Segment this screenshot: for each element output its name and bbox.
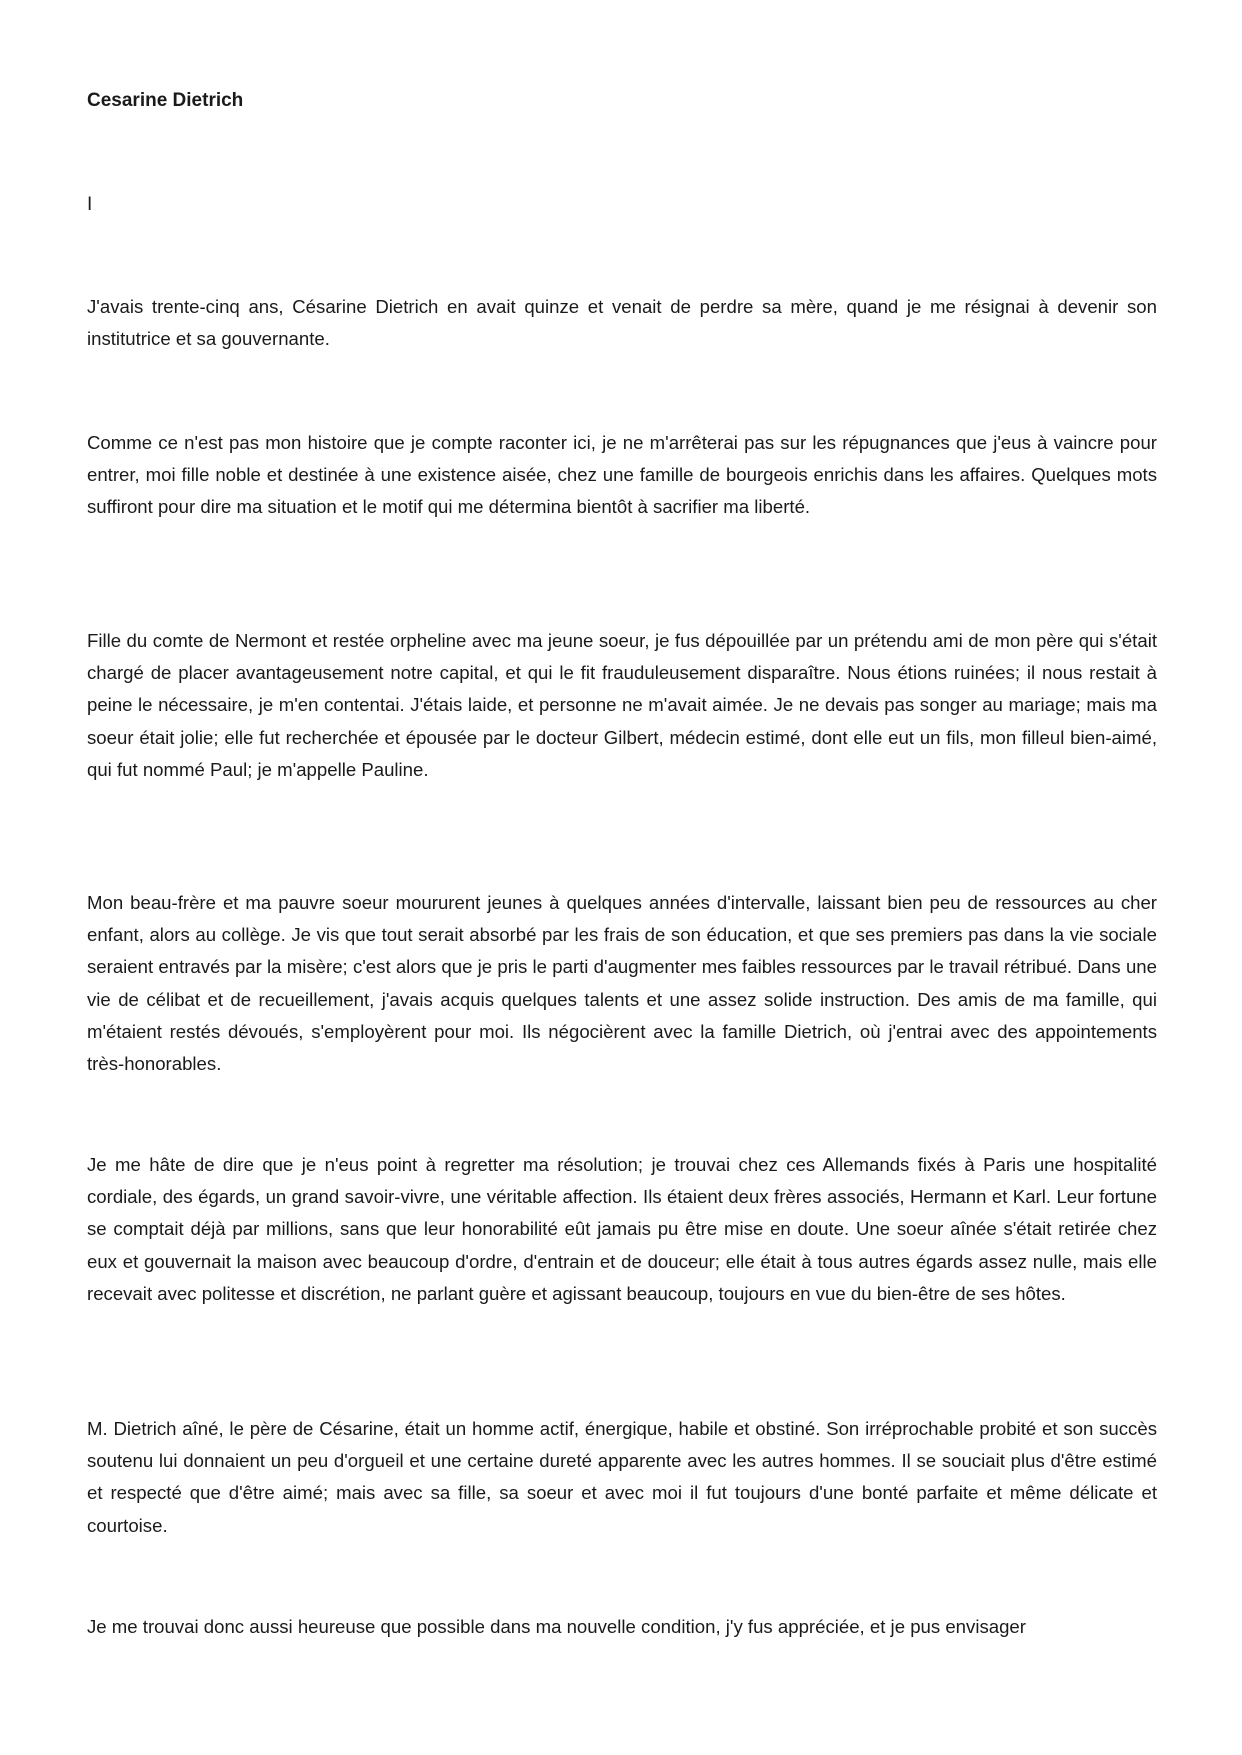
chapter-heading: I [87, 194, 93, 215]
paragraph: Fille du comte de Nermont et restée orpheline avec ma jeune soeur, je fus dépouillée par un prétendu ami de mon père qui s'était chargé de placer avantageusement notre capital, et qui le fit frauduleusement disparaître. Nous étions ruinées; il nous restait à peine le nécessaire, je m'en contentai. J'étais laide, et personne ne m'avait aimée. Je ne devais pas songer au mariage; mais ma soeur était jolie; elle fut recherchée et épousée par le docteur Gilbert, médecin estimé, dont elle eut un fils, mon filleul bien-aimé, qui fut nommé Paul; je m'appelle Pauline. [87, 630, 1157, 780]
paragraph: M. Dietrich aîné, le père de Césarine, était un homme actif, énergique, habile et obstiné. Son irréprochable probité et son succès soutenu lui donnaient un peu d'orgueil et une certaine dureté apparente avec les autres hommes. Il se souciait plus d'être estimé et respecté que d'être aimé; mais avec sa fille, sa soeur et avec moi il fut toujours d'une bonté parfaite et même délicate et courtoise. [87, 1418, 1157, 1536]
document-page [87, 0, 1157, 1755]
paragraph: Comme ce n'est pas mon histoire que je compte raconter ici, je ne m'arrêterai pas sur les répugnances que j'eus à vaincre pour entrer, moi fille noble et destinée à une existence aisée, chez une famille de bourgeois enrichis dans les affaires. Quelques mots suffiront pour dire ma situation et le motif qui me détermina bientôt à sacrifier ma liberté. [87, 432, 1157, 518]
paragraph: Mon beau-frère et ma pauvre soeur moururent jeunes à quelques années d'intervalle, laissant bien peu de ressources au cher enfant, alors au collège. Je vis que tout serait absorbé par les frais de son éducation, et que ses premiers pas dans la vie sociale seraient entravés par la misère; c'est alors que je pris le parti d'augmenter mes faibles ressources par le travail rétribué. Dans une vie de célibat et de recueillement, j'avais acquis quelques talents et une assez solide instruction. Des amis de ma famille, qui m'étaient restés dévoués, s'employèrent pour moi. Ils négocièrent avec la famille Dietrich, où j'entrai avec des appointements très-honorables. [87, 892, 1157, 1075]
document-title: Cesarine Dietrich [87, 90, 244, 111]
paragraph: J'avais trente-cinq ans, Césarine Dietrich en avait quinze et venait de perdre sa mère, quand je me résignai à devenir son institutrice et sa gouvernante. [87, 296, 1157, 350]
paragraph: Je me trouvai donc aussi heureuse que possible dans ma nouvelle condition, j'y fus appréciée, et je pus envisager [87, 1616, 1026, 1637]
paragraph: Je me hâte de dire que je n'eus point à regretter ma résolution; je trouvai chez ces Allemands fixés à Paris une hospitalité cordiale, des égards, un grand savoir-vivre, une véritable affection. Ils étaient deux frères associés, Hermann et Karl. Leur fortune se comptait déjà par millions, sans que leur honorabilité eût jamais pu être mise en doute. Une soeur aînée s'était retirée chez eux et gouvernait la maison avec beaucoup d'ordre, d'entrain et de douceur; elle était à tous autres égards assez nulle, mais elle recevait avec politesse et discrétion, ne parlant guère et agissant beaucoup, toujours en vue du bien-être de ses hôtes. [87, 1154, 1157, 1304]
